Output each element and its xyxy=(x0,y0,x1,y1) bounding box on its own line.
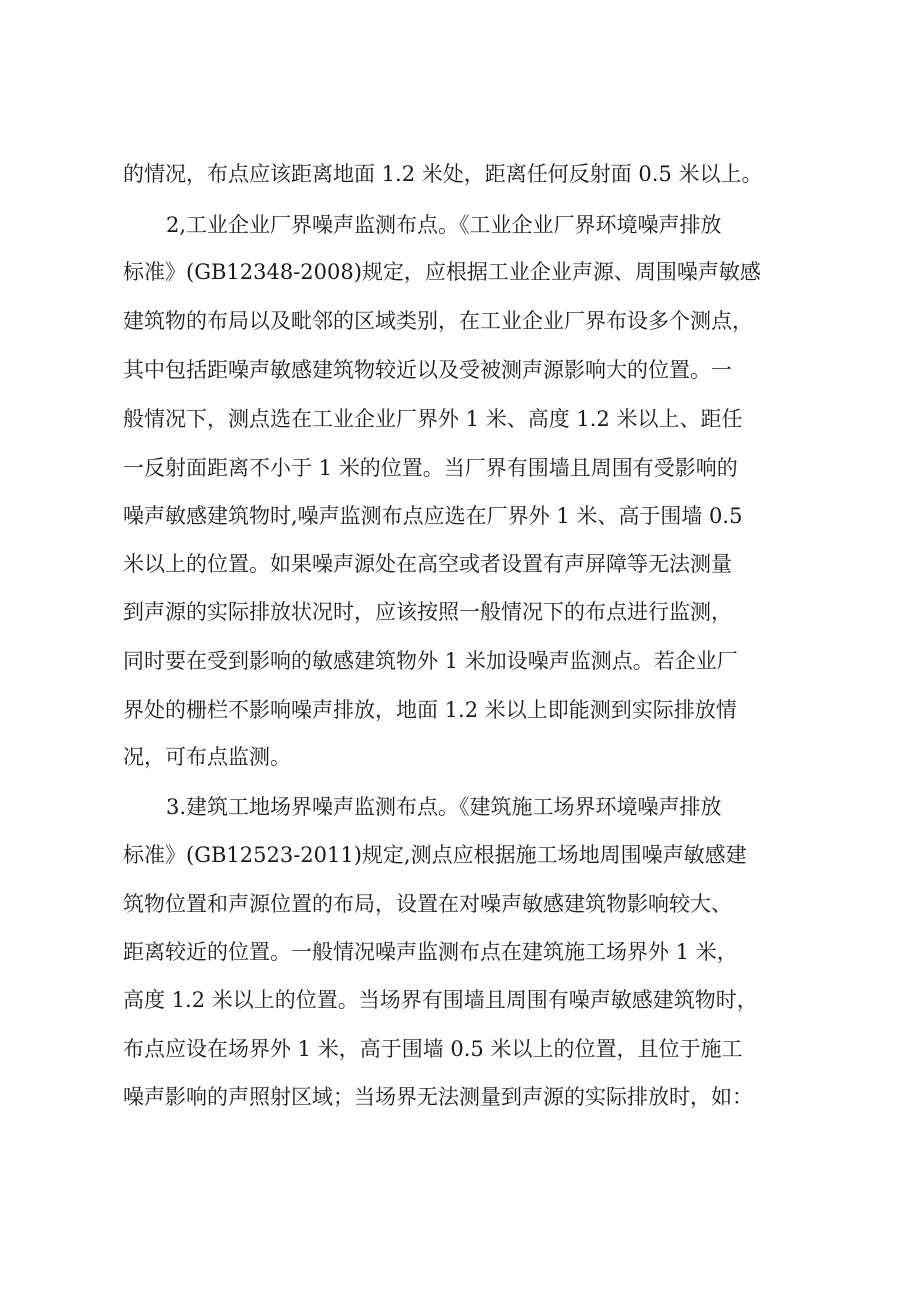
text-line-2: 2,工业企业厂界噪声监测布点。《工业企业厂界环境噪声排放 xyxy=(166,213,722,237)
text-line-4: 建筑物的布局以及毗邻的区域类别，在工业企业厂界布设多个测点， xyxy=(123,309,753,333)
text-line-18: 高度 1.2 米以上的位置。当场界有围墙且周围有噪声敏感建筑物时， xyxy=(123,988,758,1012)
text-line-17: 距离较近的位置。一般情况噪声监测布点在建筑施工场界外 1 米， xyxy=(123,940,738,964)
text-line-3: 标准》(GB12348-2008)规定，应根据工业企业声源、周围噪声敏感 xyxy=(123,260,761,284)
text-line-6: 般情况下，测点选在工业企业厂界外 1 米、高度 1.2 米以上、距任 xyxy=(123,407,743,431)
text-line-9: 米以上的位置。如果噪声源处在高空或者设置有声屏障等无法测量 xyxy=(123,552,732,576)
text-line-14: 3.建筑工地场界噪声监测布点。《建筑施工场界环境噪声排放 xyxy=(166,795,722,819)
text-line-5: 其中包括距噪声敏感建筑物较近以及受被测声源影响大的位置。一 xyxy=(123,358,732,382)
text-line-16: 筑物位置和声源位置的布局，设置在对噪声敏感建筑物影响较大、 xyxy=(123,892,732,916)
text-line-13: 况，可布点监测。 xyxy=(123,745,291,769)
text-line-19: 布点应设在场界外 1 米，高于围墙 0.5 米以上的位置，且位于施工 xyxy=(123,1037,743,1061)
text-line-12: 界处的栅栏不影响噪声排放，地面 1.2 米以上即能测到实际排放情 xyxy=(123,698,737,722)
text-line-1: 的情况，布点应该距离地面 1.2 米处，距离任何反射面 0.5 米以上。 xyxy=(123,162,763,186)
text-line-11: 同时要在受到影响的敏感建筑物外 1 米加设噪声监测点。若企业厂 xyxy=(123,649,738,673)
text-line-15: 标准》(GB12523-2011)规定,测点应根据施工场地周围噪声敏感建 xyxy=(123,843,747,867)
text-line-7: 一反射面距离不小于 1 米的位置。当厂界有围墙且周围有受影响的 xyxy=(123,456,738,480)
text-line-20: 噪声影响的声照射区域；当场界无法测量到声源的实际排放时，如： xyxy=(123,1085,753,1109)
text-line-10: 到声源的实际排放状况时，应该按照一般情况下的布点进行监测， xyxy=(123,600,732,624)
text-line-8: 噪声敏感建筑物时,噪声监测布点应选在厂界外 1 米、高于围墙 0.5 xyxy=(123,504,743,528)
